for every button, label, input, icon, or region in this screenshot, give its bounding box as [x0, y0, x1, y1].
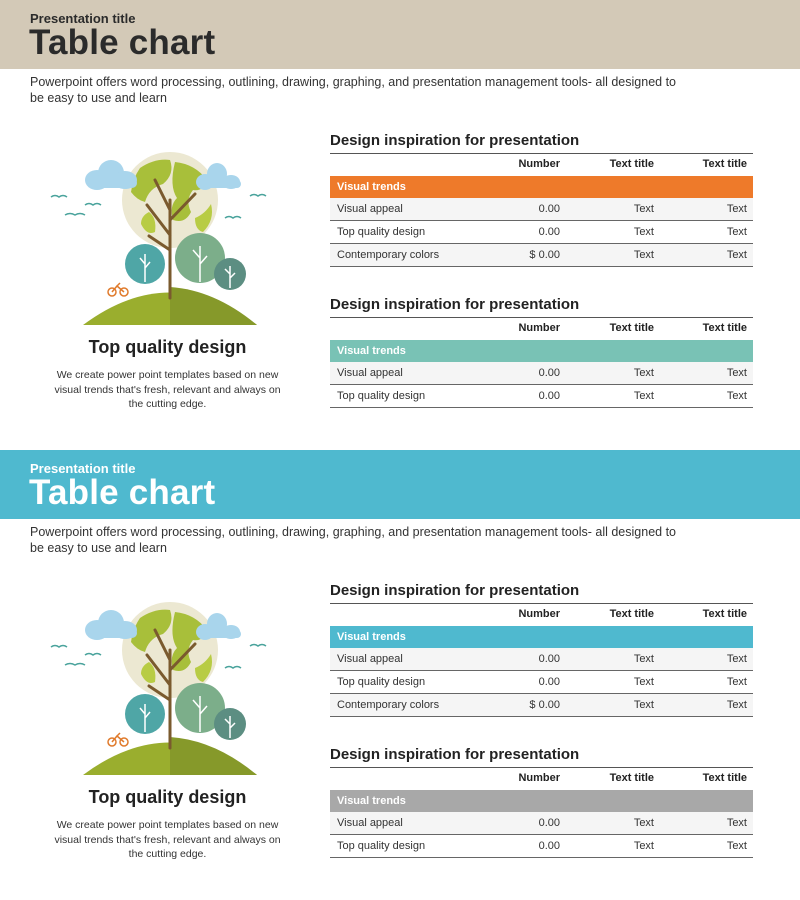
cell-text: Text: [726, 249, 747, 261]
table-row: [330, 244, 753, 267]
column-header: Text title: [702, 158, 747, 170]
category-band: Visual trends: [330, 626, 753, 648]
table-row: [330, 812, 753, 835]
cell-number: 0.00: [538, 203, 560, 215]
row-label: Contemporary colors: [337, 699, 440, 711]
category-band: Visual trends: [330, 340, 753, 362]
cell-text: Text: [726, 226, 747, 238]
cell-number: $ 0.00: [529, 249, 560, 261]
feature-text: We create power point templates based on new visual trends that's fresh, relevant and always on the cutting edge.: [54, 819, 281, 860]
table-row: [330, 362, 753, 385]
cell-text: Text: [726, 390, 747, 402]
table-header-row: [330, 603, 753, 626]
cell-number: 0.00: [538, 367, 560, 379]
table-row: [330, 648, 753, 671]
row-label: Visual appeal: [337, 653, 403, 665]
data-table-1: [330, 131, 753, 267]
table-header-row: [330, 153, 753, 176]
cell-number: 0.00: [538, 840, 560, 852]
slide-description: Powerpoint offers word processing, outlining, drawing, graphing, and presentation management tools- all designed to be easy to use and learn: [30, 75, 676, 105]
table-title: Design inspiration for presentation: [330, 296, 580, 313]
row-label: Top quality design: [337, 226, 426, 238]
table-title: Design inspiration for presentation: [330, 582, 580, 599]
cell-text: Text: [633, 203, 654, 215]
table-title: Design inspiration for presentation: [330, 132, 580, 149]
cell-text: Text: [726, 653, 747, 665]
table-row: [330, 221, 753, 244]
table-row: [330, 198, 753, 221]
column-header: Text title: [702, 322, 747, 334]
column-header: Number: [518, 322, 560, 334]
column-header: Text title: [702, 772, 747, 784]
data-table-1: [330, 581, 753, 717]
cell-number: 0.00: [538, 226, 560, 238]
cell-number: 0.00: [538, 653, 560, 665]
row-label: Top quality design: [337, 840, 426, 852]
cell-text: Text: [633, 249, 654, 261]
slide-2: [0, 450, 800, 900]
table-header-row: [330, 767, 753, 790]
data-table-2: [330, 295, 753, 408]
feature-text: We create power point templates based on new visual trends that's fresh, relevant and always on the cutting edge.: [54, 369, 281, 410]
cell-text: Text: [633, 840, 654, 852]
table-row: [330, 835, 753, 858]
table-title: Design inspiration for presentation: [330, 746, 580, 763]
slide-title: Table chart: [29, 23, 216, 62]
table-row: [330, 385, 753, 408]
column-header: Number: [518, 158, 560, 170]
slide-title: Table chart: [29, 473, 216, 512]
row-label: Top quality design: [337, 390, 426, 402]
cell-text: Text: [633, 676, 654, 688]
data-table-2: [330, 745, 753, 858]
row-label: Visual appeal: [337, 817, 403, 829]
presentation-subtitle: Presentation title: [30, 11, 136, 26]
cell-text: Text: [726, 203, 747, 215]
row-label: Contemporary colors: [337, 249, 440, 261]
slide-description: Powerpoint offers word processing, outlining, drawing, graphing, and presentation management tools- all designed to be easy to use and learn: [30, 525, 676, 555]
row-label: Visual appeal: [337, 367, 403, 379]
category-band: Visual trends: [330, 790, 753, 812]
tree-globe-illustration: [45, 590, 275, 780]
cell-text: Text: [633, 226, 654, 238]
table-header-row: [330, 317, 753, 340]
cell-text: Text: [726, 367, 747, 379]
cell-text: Text: [633, 817, 654, 829]
feature-title: Top quality design: [88, 787, 247, 807]
cell-number: 0.00: [538, 817, 560, 829]
category-band: Visual trends: [330, 176, 753, 198]
cell-text: Text: [633, 699, 654, 711]
cell-text: Text: [726, 817, 747, 829]
cell-number: $ 0.00: [529, 699, 560, 711]
presentation-subtitle: Presentation title: [30, 461, 136, 476]
title-banner: [0, 0, 800, 69]
column-header: Text title: [609, 608, 654, 620]
column-header: Text title: [609, 322, 654, 334]
cell-text: Text: [633, 653, 654, 665]
column-header: Text title: [702, 608, 747, 620]
cell-number: 0.00: [538, 676, 560, 688]
column-header: Text title: [609, 772, 654, 784]
tree-globe-illustration: [45, 140, 275, 330]
cell-text: Text: [633, 367, 654, 379]
row-label: Visual appeal: [337, 203, 403, 215]
cell-text: Text: [633, 390, 654, 402]
cell-number: 0.00: [538, 390, 560, 402]
row-label: Top quality design: [337, 676, 426, 688]
column-header: Text title: [609, 158, 654, 170]
cell-text: Text: [726, 676, 747, 688]
table-row: [330, 694, 753, 717]
column-header: Number: [518, 772, 560, 784]
feature-title: Top quality design: [88, 337, 247, 357]
table-row: [330, 671, 753, 694]
cell-text: Text: [726, 699, 747, 711]
title-banner: [0, 450, 800, 519]
column-header: Number: [518, 608, 560, 620]
cell-text: Text: [726, 840, 747, 852]
